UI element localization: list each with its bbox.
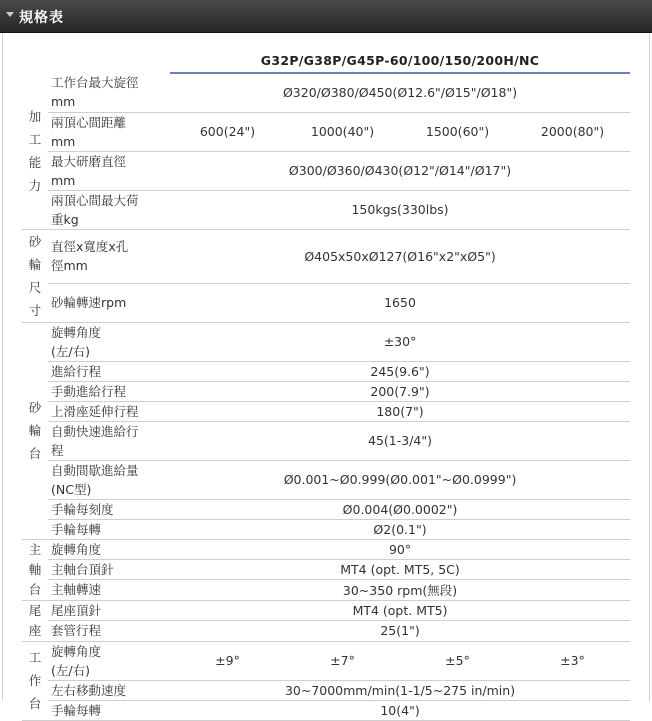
row-value: 200(7.9") <box>170 381 630 401</box>
header-spacer <box>22 48 170 73</box>
row-label: 砂輪轉速rpm <box>48 284 170 322</box>
row-value: ±9° <box>170 641 285 680</box>
row-label: 進給行程 <box>48 361 170 381</box>
section-title: 規格表 <box>19 10 64 26</box>
row-value: 10(4") <box>170 700 630 720</box>
row-value: Ø300/Ø360/Ø430(Ø12"/Ø14"/Ø17") <box>170 151 630 190</box>
row-value: 2000(80") <box>515 112 630 151</box>
table-row <box>22 151 630 190</box>
row-value: 245(9.6") <box>170 361 630 381</box>
table-row <box>22 600 630 621</box>
table-row <box>22 559 630 579</box>
category-headstock: 主 軸 台 <box>22 539 48 600</box>
spec-table <box>22 48 630 721</box>
table-row <box>22 229 630 284</box>
row-label: 自動快速進給行 程 <box>48 421 170 460</box>
table-row <box>22 460 630 499</box>
row-value: ±5° <box>400 641 515 680</box>
row-label: 最大研磨直徑 mm <box>48 151 170 190</box>
table-row <box>22 580 630 600</box>
row-label: 手輪每轉 <box>48 519 170 539</box>
row-value: ±3° <box>515 641 630 680</box>
section-header[interactable] <box>0 0 652 33</box>
table-row <box>22 112 630 151</box>
row-label: 手動進給行程 <box>48 381 170 401</box>
row-value: 30~7000mm/min(1-1/5~275 in/min) <box>170 680 630 700</box>
row-value: Ø0.004(Ø0.0002") <box>170 499 630 519</box>
row-label: 手輪每轉 <box>48 700 170 720</box>
table-row <box>22 361 630 381</box>
row-value: 180(7") <box>170 401 630 421</box>
row-value: Ø2(0.1") <box>170 519 630 539</box>
row-value: 150kgs(330lbs) <box>170 190 630 229</box>
table-row <box>22 519 630 539</box>
row-label: 手輪每刻度 <box>48 499 170 519</box>
row-value: 45(1-3/4") <box>170 421 630 460</box>
row-value: Ø320/Ø380/Ø450(Ø12.6"/Ø15"/Ø18") <box>170 73 630 112</box>
table-row <box>22 680 630 700</box>
collapse-triangle-icon[interactable] <box>6 12 14 17</box>
row-value: ±7° <box>285 641 400 680</box>
row-label: 主軸台頂針 <box>48 559 170 579</box>
table-row <box>22 621 630 642</box>
table-row <box>22 284 630 322</box>
row-value: 1650 <box>170 284 630 322</box>
category-wheel-head: 砂 輪 台 <box>22 322 48 539</box>
row-value: 1000(40") <box>285 112 400 151</box>
row-label: 旋轉角度 <box>48 539 170 559</box>
table-row <box>22 322 630 361</box>
row-label: 自動間歇進給量 (NC型) <box>48 460 170 499</box>
table-row <box>22 539 630 559</box>
table-row <box>22 641 630 680</box>
row-label: 直徑x寬度x孔 徑mm <box>48 229 170 284</box>
category-tailstock: 尾 座 <box>22 600 48 641</box>
row-value: ±30° <box>170 322 630 361</box>
row-label: 主軸轉速 <box>48 580 170 600</box>
category-table: 工 作 台 <box>22 641 48 720</box>
row-value: 600(24") <box>170 112 285 151</box>
row-value: Ø405x50xØ127(Ø16"x2"xØ5") <box>170 229 630 284</box>
row-value: 25(1") <box>170 621 630 642</box>
table-row <box>22 73 630 112</box>
row-label: 旋轉角度 (左/右) <box>48 322 170 361</box>
table-row <box>22 421 630 460</box>
row-label: 尾座頂針 <box>48 600 170 621</box>
row-value: Ø0.001~Ø0.999(Ø0.001"~Ø0.0999") <box>170 460 630 499</box>
row-label: 兩頂心間最大荷 重kg <box>48 190 170 229</box>
row-value: 90° <box>170 539 630 559</box>
table-row <box>22 381 630 401</box>
table-row <box>22 499 630 519</box>
row-value: 1500(60") <box>400 112 515 151</box>
row-value: 30~350 rpm(無段) <box>170 580 630 600</box>
model-name: G32P/G38P/G45P-60/100/150/200H/NC <box>170 48 630 73</box>
category-processing: 加 工 能 力 <box>22 73 48 229</box>
row-label: 工作台最大旋徑 mm <box>48 73 170 112</box>
category-wheel-size: 砂 輪 尺 寸 <box>22 229 48 322</box>
model-header-row <box>22 48 630 73</box>
table-row <box>22 401 630 421</box>
table-row <box>22 190 630 229</box>
row-value: MT4 (opt. MT5) <box>170 600 630 621</box>
row-label: 套管行程 <box>48 621 170 642</box>
row-label: 兩頂心間距離 mm <box>48 112 170 151</box>
row-value: MT4 (opt. MT5, 5C) <box>170 559 630 579</box>
row-label: 上滑座延伸行程 <box>48 401 170 421</box>
row-label: 旋轉角度 (左/右) <box>48 641 170 680</box>
table-row <box>22 700 630 720</box>
row-label: 左右移動速度 <box>48 680 170 700</box>
